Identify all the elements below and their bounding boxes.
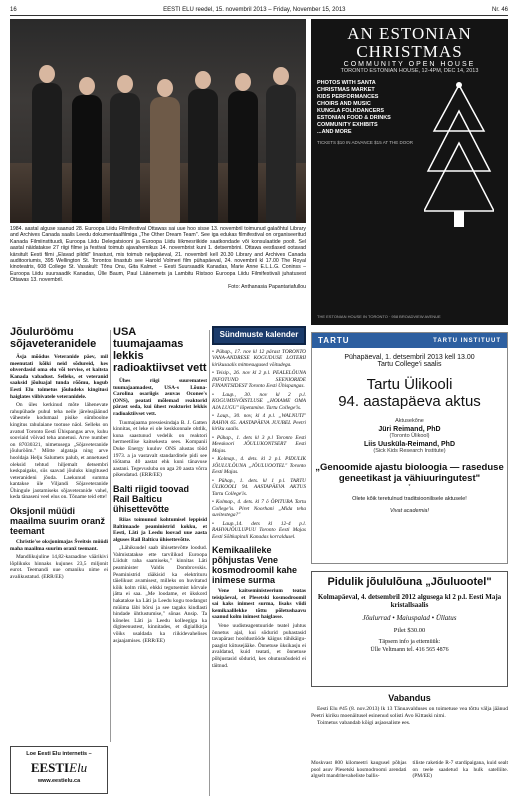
notice-title: Vabandus	[388, 693, 431, 703]
speaker-affiliation: (Toronto Ülikool)	[389, 433, 430, 439]
article-title: Oksjonil müüdi maailma suurim oranž teemant	[10, 506, 106, 537]
calendar-item: • Pühap., 1. dets kl 3 p.l Toronto Eesti Meeskoori JÕULUKONTSERT Eesti Majas.	[212, 434, 306, 454]
speaker-name: Liis Uusküla-Reimand, PhD	[363, 441, 456, 448]
christmas-tree-icon	[424, 81, 494, 231]
ad-feature-item: PHOTOS WITH SANTA	[317, 80, 376, 86]
column-divider	[209, 330, 210, 796]
christmas-ad	[311, 19, 508, 325]
ad-feature-item: KUNGLA FOLKDANCERS	[317, 108, 385, 114]
invitation: Olete kõik teretulnud traditsioonilisele aktusele!	[352, 496, 467, 502]
ad-place: TORONTO ESTONIAN HOUSE, 12-4PM, DEC 14, 2013	[340, 68, 479, 74]
ad-events: Jõulurrad • Maiuspalad • Üllatus	[362, 614, 457, 622]
calendar-item: • Teisip., 26. nov kl 2 p.l. PEALELÕUNA INFOTUND SEENIORIDE FINANTSIDEST Toronto Eesti Ühispangas.	[212, 370, 306, 390]
calendar-item: • Laup., 30. nov kl 2 p.l. KOGUMISVÕISTLUSE „HOIAME OMA AJA LUGU" lõpetamine. Tartu College'is.	[212, 391, 306, 411]
article-lead: Riias toimunud kohtumisel leppisid Baltimaade peaministrid kokku, et Eesti, Läti ja Leedu loovad uue aasta alguses Rail Balticu ühisettevõtte.	[113, 516, 207, 543]
photo-credit: Foto: Anthanasia Papantariafullou	[228, 283, 306, 290]
issue-number: Nr. 46	[491, 6, 508, 13]
promo-text: Loe Eesti Elu internetis –	[26, 751, 92, 757]
article-usa-reactor	[113, 326, 207, 796]
calendar-item: • Laup., 30. nov, kl 4 p.l. „WALNUTI" RAHVA 65. AASTAPÄEVA JUUBEL Peetri kiriku saalis.	[212, 413, 306, 433]
article-lead: Ühes riigi suurematest tuumajaamadest, USA-s Lõuna-Carolina osariigis asuvas Oconee's (ONS), peatati mõlemad reaktorid pärast seda, kui ühest reaktorist lekkis radioaktiivset vett.	[113, 378, 207, 417]
calendar-item: • Kolmap., 4. dets. kl 2 p.l. PIDULIK JÕULULÕUNA „JÕULUOOTEL" Toronto Eesti Majas.	[212, 456, 306, 476]
article-veterans	[10, 326, 108, 744]
speaker-name: Jüri Reimand, PhD	[378, 426, 441, 433]
photo-caption: 1984. aastal alguse saanud 28. Euroopa Liidu Filmifestival Ottawas sai uue hoo sisse 13. novembril toimunud galaõhtul Library and Archives Canada saalis Leedu dokumentaalfilmiga „The Other Dream Team". See iga edukas filmifestival on organiseeritud Kanada Filmiinstituudi, Euroopa Liidu Delegatsiooni ja Euroopa Liidu liikmesriikide saatkondade või konsulaatide poolt. Sel aastal näidatakse 27 riigi filme ja festival toimub ajavahemikus 14. novembrist kuni 1. detsembrini. Ottawa eestlased ootavad kärsitult Eesti filmi „Elavad pildid" linastust, mis toimub neljapäeval, 21. novembril kell 20.30 Library and Archives Canada auditooriumis, 395 Wellington St. Torontos linastub see Harold Volmeri film pühapäeval, 24. novembril kl 17.00 The Royal kinoteatris, 608 College St. Vasakult: Tõnu Onu, Gita Kalmet – Eesti Suursaadik Kanadas, Marie Anne E.L.L.G. Coninss – Euroopa Liidu suursaadik Kanadas, Ülle Baum, Paul Läänemets ja Lambitu Ristsoo Euroopa Liidu Filmifestivali juhatusest Ottawas 13. novembril. Foto: Anthanasia Papantariafullou	[10, 226, 306, 290]
ad-date: Kolmapäeval, 4. detsembril 2012 algusega kl 2 p.l. Eesti Maja kristallsaalis	[317, 593, 502, 609]
ad-feature-item: COMMUNITY EXHIBITS	[317, 122, 378, 128]
ad-feature-item: CHOIRS AND MUSIC	[317, 101, 371, 107]
event-date: Pühapäeval, 1. detsembril 2013 kell 13.00	[344, 354, 475, 361]
website-link[interactable]: www.eestielu.ca	[37, 778, 81, 784]
calendar-item: • Pühap., 17. nov kl 12 pärast TORONTO VANA-ANDRESE KOGUDUSE LOTERII kirikusaalis mitmesugused võitudega.	[212, 348, 306, 368]
event-title: Tartu Ülikooli	[366, 376, 453, 393]
speaker-label: Aktusekõne	[395, 418, 424, 424]
article-body: „Lähikuudel saab ühisettevõtte loodud. Valmistatakse ette tarvilikud Euroopa Liidult raha saamiseks," kinnitas Läti peaminister Valdis Dombrovskis. Peaministrid rääkisid ka elektrituru täielikust avamisest, milleks on huvitatud kõik kolm riiki, ehkki tegutsemist kõrvale jätta ei saa. „Me loodame, et ükskord hakatakse ka Läti ja Leedu kogu toodangut müüma läbi börsi ja see tagaks kindlasti hindade ühtlustumise," sõnas Ansip. Ta kõneles Läti ja Leedu kolleegiga ka digiteenustest, kinnitades, et digiallkirja võiks usaldada ka riikidevahelises asjaajamises. (ERR/EE)	[113, 545, 207, 644]
ad-footer: THE ESTONIAN HOUSE IN TORONTO · 958 BROADVIEW AVENUE	[317, 314, 441, 319]
ad-feature-item: CHRISTMAS MARKET	[317, 87, 375, 93]
lecture-title: „Genoomide ajastu bioloogia — raseduse geneetikast ja vähiuuringutest"	[315, 462, 504, 484]
column-divider	[110, 330, 111, 742]
ad-feature-list	[317, 80, 417, 136]
ad-feature-item: ESTONIAN FOOD & DRINKS	[317, 115, 391, 121]
article-title: Kemikaalileke põhjustas Vene kosmodroomil kahe inimese surma	[212, 545, 298, 586]
event-photo	[10, 19, 306, 223]
person-figure	[110, 75, 140, 223]
continuation-left: Moskvast 800 kilomeetri kaugusel põhjas pool asuv Plesetski kosmodroomi arendati algselt mandritevaheliste ballis-	[311, 760, 407, 780]
article-continuation	[311, 760, 508, 796]
separator-star: *	[408, 484, 411, 490]
calendar-item: • Laup.,14. dets kl 12-4 p.l. RAHVAJÕULUPUU Toronto Eesti Majas Eesti Sõltkapitali Kanadas korraldusel.	[212, 520, 306, 540]
eesti-elu-logo: EESTIElu	[30, 760, 88, 775]
ad-title: AN ESTONIAN CHRISTMAS	[347, 24, 472, 61]
tartu-ad	[311, 332, 508, 564]
article-title: USA tuumajaamas lekkis radioaktiivset vett	[113, 326, 207, 374]
masthead: EESTI ELU reedel, 15. novembril 2013 – Friday, November 15, 2013	[163, 6, 346, 13]
article-title: Balti riigid toovad Rail Balticu ühisettevõtte	[113, 483, 190, 514]
notice-body: Eesti Elu #45 (8. nov.2013) lk 13 Tänuavalduses on toimetuse vea tõttu välja jäänud Peetri kiriku moenäitusel esinenud solisti Avo Kittaski nimi.	[311, 705, 508, 719]
article-lead: Vene kaitseministeerium teatas teisipäeval, et Plesetski kosmodroomil sai kaks inimest surma, lisaks viidi kemikaalilekke tõttu põletushaavu saanud kolm inimest haiglasse.	[212, 588, 306, 621]
article-lead: Äsja mõödus Veteranide päev, mil meenutati kõiki neid sõdureid, kes ohverdasid oma elu või tervise, et kaitsta Kanada vabadust. Selleks, et veteranid saaksid jõuluajal tunda rõõmu, kogub Eesti Elu toimetus jõuludeks kingitusi haiglates viibivatele veteranidele.	[10, 354, 108, 400]
article-title: Jõuluröömu sõjaveteranidele	[10, 326, 97, 350]
person-figure	[32, 65, 62, 223]
person-figure	[72, 77, 102, 223]
article-body: On üles kerkinud mõte lähenevate rahupühade puhul teha neile järeleajäänud vähestele kodumaal pisike sümboolne kingitus rahulaiane tootuse näol. Selleks on avatud Toronto Eesti Ühispangas arve, kuhu sooviaid võivad teha annetusi. Arve number on 87030321, nimetusega „Sõjaveteranide jõuluröõm." Mõtte algataja ning arve hooldaja Helju Salumets palub, et annetused oleksid tehtud hiljemalt detsembri keskpaigaks, siis saavad jõuluks kingitused veteranideni jõuda. Laekunud summa kantakse üle Viljandi Sõjaveteranide Ühingule jaotamiseks sõjaveteranide vahel, keda tänaseni veel elus on. Tõname teid ette!	[10, 402, 108, 501]
event-venue: Tartu College'i saalis	[377, 361, 442, 368]
online-promo-box	[10, 746, 108, 794]
event-title: 94. aastapäeva aktus	[338, 393, 481, 410]
person-figure	[188, 71, 218, 223]
ad-tickets: TICKETS $10 IN ADVANCE $15 AT THE DOOR	[317, 140, 413, 145]
person-figure	[266, 67, 296, 223]
calendar-title: Sündmuste kalender	[212, 326, 306, 345]
notice-body: Toimetus vabandab kõigi asjaosaliste ees.	[317, 720, 411, 727]
person-figure	[150, 79, 180, 223]
ad-feature-item: KIDS PERFORMANCES	[317, 94, 379, 100]
article-lead: Christie'se oksjonimajas Šveitsis müüdi maha maailma suurim oranž teemant.	[10, 539, 108, 552]
ad-info: Täpsem info ja ettemüük: Ülle Veltmann tel. 416 565 4876	[370, 639, 449, 653]
tartu-band: TARTU TARTU INSTITUUT	[312, 333, 507, 348]
calendar-list	[212, 349, 306, 541]
motto: Vivat academia!	[389, 508, 430, 514]
page-header	[10, 4, 508, 16]
article-body: Vene uudisteagentuuride teatel juhtus õnnetus ajal, kui sõdurid puhastasid tavapärast hooldustööde käigus tühikäigu-paagist kütusejääke. Õnnetuse üksikasju ei avaldatud, kuid teatati, et õnnetuse põhjustasid sõdurid, kes ohutusnõudeid ei täitnud.	[212, 623, 306, 669]
ad-price: Pilet $30.00	[393, 627, 426, 634]
apology-notice	[311, 695, 508, 755]
article-body: Tuumajaama pressiesindaja B. J. Gatten kinnitas, et leke ei ole keskkonnale ohtlik, kuna saastunud vedelik on reaktori hermeetilise kaitsekesta sees. Kompanii Duke Energy kuuluv ONS alustas tööd 1973. a ja vastavalt standarditele pidi see töötama 40 aastat ehk kuni tänavuse aastani. Tegevusluba on aga 20 aasta võrra pikendatud. (ERR/EE)	[113, 419, 207, 479]
calendar-item: • Pühap., 1. dets. kl 1 p.l. TARTU ÜLIKOOLI 94. AASTAPÄEVA AKTUS Tartu College'is.	[212, 477, 306, 497]
ad-title: Pidulik jõululõuna „Jõuluootel"	[327, 576, 492, 588]
ad-subtitle: COMMUNITY OPEN HOUSE	[343, 61, 476, 68]
person-figure	[228, 73, 258, 223]
events-column	[212, 326, 306, 796]
christmas-lunch-ad	[311, 571, 508, 687]
page-number: 16	[10, 6, 17, 13]
calendar-item: • Kolmap., 4. dets. kl 7 õ ÕPITUBA Tartu College'is. Piret Noorhani „Mida teha suvitestega?"	[212, 499, 306, 519]
article-body: Mandlikujuline 14,82-karaadine väärikivi lõplikuks hinnaks kujunes 23,5 miljonit eurot. Teemandi uue omaniku nime ei avalikustatud. (ERR/EE)	[10, 554, 108, 581]
continuation-right: tiliste raketide R-7 stardipaigana, kuid sealt on teele saadetud ka hulk satelliite. (PM/EE)	[412, 760, 508, 780]
ad-feature-item: ...AND MORE	[317, 129, 352, 135]
speaker-affiliation: (Sick Kids Research Institute)	[373, 448, 446, 454]
